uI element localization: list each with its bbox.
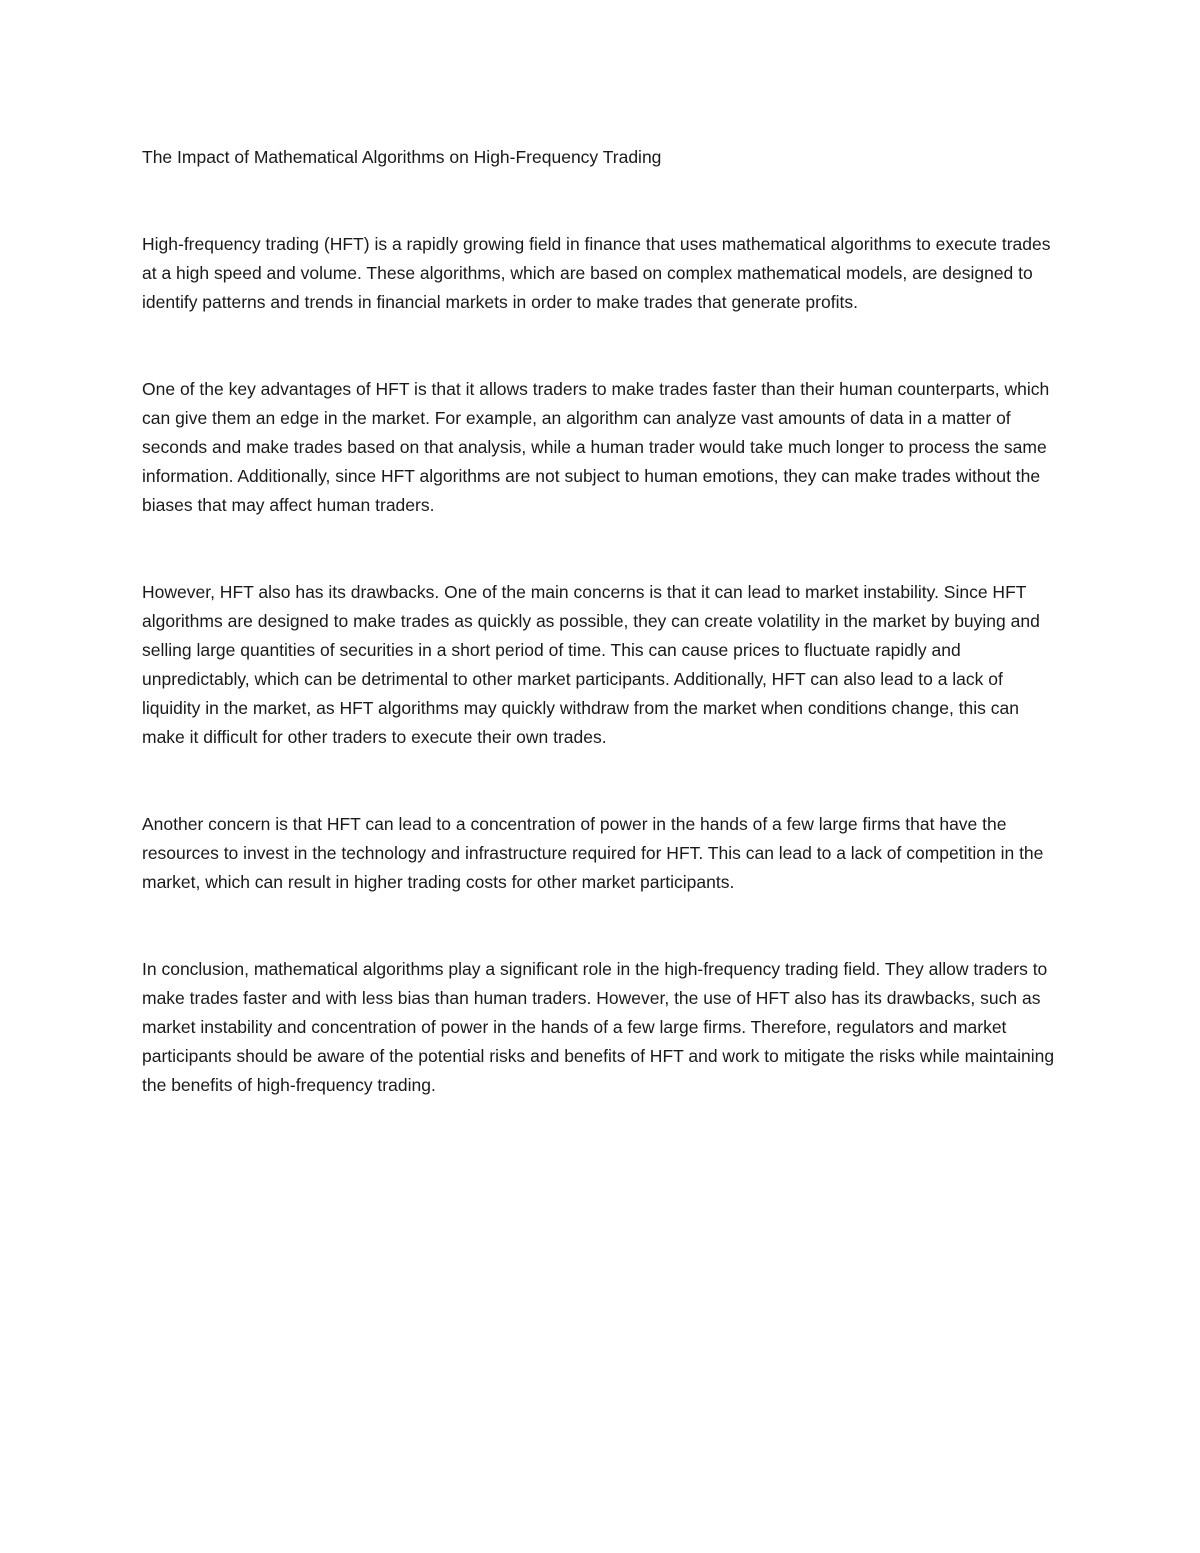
paragraph-drawbacks: However, HFT also has its drawbacks. One of the main concerns is that it can lead to market instability. Since HFT algorithms are designed to make trades as quickly as possible, they can create volatility in the market by buying and selling large quantities of securities in a short period of time. This can cause prices to fluctuate rapidly and unpredictably, which can be detrimental to other market participants. Additionally, HFT can also lead to a lack of liquidity in the market, as HFT algorithms may quickly withdraw from the market when conditions change, this can make it difficult for other traders to execute their own trades.: [142, 582, 1040, 747]
paragraph-conclusion: In conclusion, mathematical algorithms play a significant role in the high-frequency trading field. They allow traders to make trades faster and with less bias than human traders. However, the use of HFT also has its drawbacks, such as market instability and concentration of power in the hands of a few large firms. Therefore, regulators and market participants should be aware of the potential risks and benefits of HFT and work to mitigate the risks while maintaining the benefits of high-frequency trading.: [142, 959, 1055, 1095]
paragraph-advantages: One of the key advantages of HFT is that it allows traders to make trades faster than their human counterparts, which can give them an edge in the market. For example, an algorithm can analyze vast amounts of data in a matter of seconds and make trades based on that analysis, while a human trader would take much longer to process the same information. Additionally, since HFT algorithms are not subject to human emotions, they can make trades without the biases that may affect human traders.: [142, 379, 1050, 515]
paragraph-introduction: High-frequency trading (HFT) is a rapidly growing field in finance that uses mathematical algorithms to execute trades at a high speed and volume. These algorithms, which are based on complex mathematical models, are designed to identify patterns and trends in financial markets in order to make trades that generate profits.: [142, 234, 1051, 312]
document-body: [142, 143, 1062, 1158]
paragraph-concentration: Another concern is that HFT can lead to a concentration of power in the hands of a few large firms that have the resources to invest in the technology and infrastructure required for HFT. This can lead to a lack of competition in the market, which can result in higher trading costs for other market participants.: [142, 814, 1044, 892]
document-title: The Impact of Mathematical Algorithms on High-Frequency Trading: [142, 147, 662, 167]
